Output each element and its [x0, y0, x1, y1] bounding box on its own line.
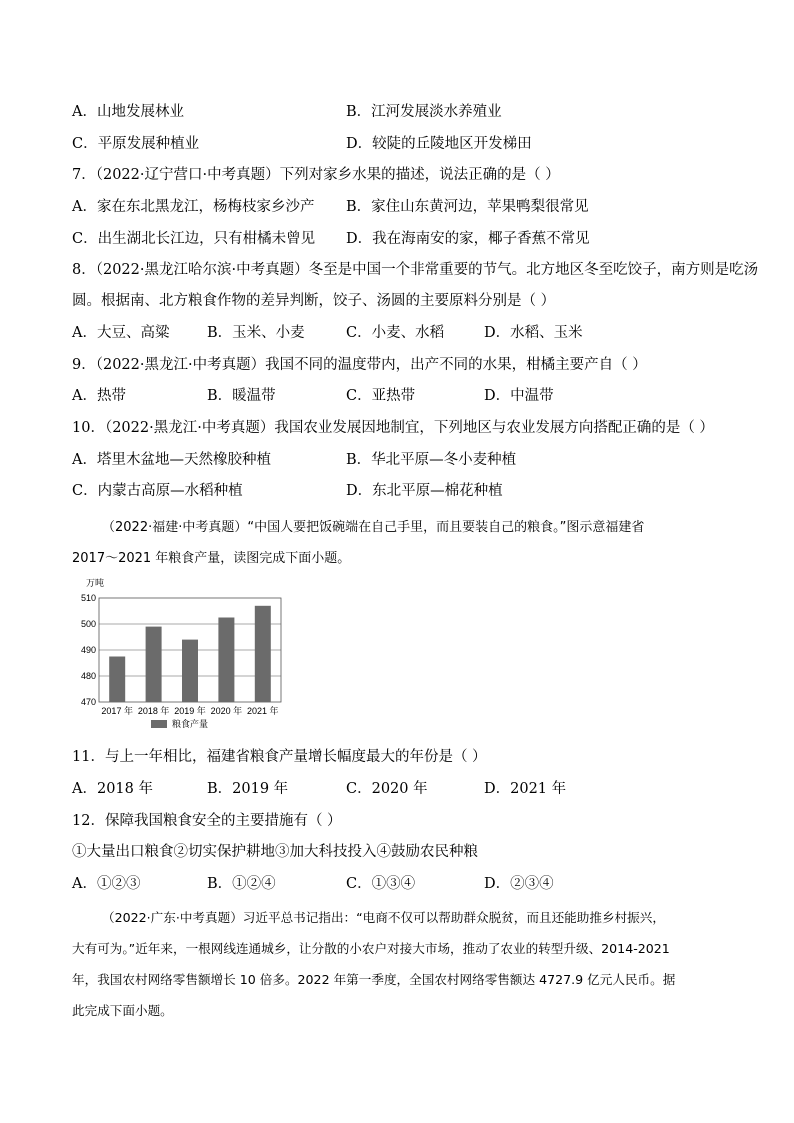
q8-option-d[interactable]: D．水稻、玉米 [484, 325, 583, 341]
q10-option-a[interactable]: A．塔里木盆地—天然橡胶种植 [72, 452, 271, 468]
q9-option-b[interactable]: B．暖温带 [207, 388, 276, 404]
q12-option-c[interactable]: C．①③④ [346, 876, 416, 892]
passage-fujian-line2: 2017～2021 年粮食产量，读图完成下面小题。 [72, 551, 351, 566]
q11-stem: 11．与上一年相比，福建省粮食产量增长幅度最大的年份是（ ） [72, 749, 487, 765]
q10-option-b[interactable]: B．华北平原—冬小麦种植 [346, 452, 517, 468]
q7-option-b[interactable]: B．家住山东黄河边，苹果鸭梨很常见 [346, 199, 589, 215]
chart-bar [109, 657, 125, 703]
q10-stem: 10．（2022·黑龙江·中考真题）我国农业发展因地制宜，下列地区与农业发展方向搭配正确的是（ ） [72, 420, 714, 436]
q9-option-a[interactable]: A．热带 [72, 388, 126, 404]
q9-option-c[interactable]: C．亚热带 [346, 388, 416, 404]
chart-y-tick-label: 480 [80, 671, 96, 681]
q8-stem-line1: 8．（2022·黑龙江哈尔滨·中考真题）冬至是中国一个非常重要的节气。北方地区冬至吃饺子，南方则是吃汤 [72, 262, 759, 278]
q6-option-b[interactable]: B．江河发展淡水养殖业 [346, 104, 502, 120]
q9-stem: 9．（2022·黑龙江·中考真题）我国不同的温度带内，出产不同的水果，柑橘主要产自（ ） [72, 357, 647, 373]
chart-y-tick-label: 490 [80, 645, 96, 655]
q6-option-d[interactable]: D．较陡的丘陵地区开发梯田 [346, 136, 532, 152]
chart-bar [182, 640, 198, 702]
passage-guangdong-line3: 年，我国农村网络零售额增长 10 倍多。2022 年第一季度，全国农村网络零售额达 4727.9 亿元人民币。据 [72, 972, 676, 987]
q11-option-d[interactable]: D．2021 年 [484, 781, 567, 797]
q12-option-a[interactable]: A．①②③ [72, 876, 141, 892]
passage-guangdong-line4: 此完成下面小题。 [72, 1003, 173, 1018]
q11-option-a[interactable]: A．2018 年 [72, 781, 153, 797]
chart-y-tick-label: 500 [80, 619, 96, 629]
q8-stem-line2: 圆。根据南、北方粮食作物的差异判断，饺子、汤圆的主要原料分别是（ ） [72, 293, 556, 309]
chart-legend-label: 粮食产量 [172, 719, 209, 729]
q11-option-b[interactable]: B．2019 年 [207, 781, 289, 797]
q12-option-d[interactable]: D．②③④ [484, 876, 554, 892]
passage-guangdong-line1: （2022·广东·中考真题）习近平总书记指出：“电商不仅可以帮助群众脱贫，而且还能助推乡村振兴， [102, 910, 665, 925]
passage-guangdong-line2: 大有可为。”近年来，一根网线连通城乡，让分散的小农户对接大市场，推动了农业的转型升级、2014-2021 [72, 941, 670, 956]
q7-option-a[interactable]: A．家在东北黑龙江，杨梅枝家乡沙产 [72, 199, 315, 215]
q9-option-d[interactable]: D．中温带 [484, 388, 554, 404]
chart-legend-swatch [151, 720, 167, 728]
q8-option-b[interactable]: B．玉米、小麦 [207, 325, 305, 341]
chart-bar [146, 627, 162, 702]
chart-x-tick-label: 2020 年 [210, 706, 243, 716]
q12-stem: 12．保障我国粮食安全的主要措施有（ ） [72, 813, 342, 829]
q6-option-c[interactable]: C．平原发展种植业 [72, 136, 200, 152]
chart-bar [255, 606, 271, 702]
chart-bar [218, 618, 234, 703]
grain-output-bar-chart [80, 574, 294, 734]
chart-y-tick-label: 510 [80, 593, 96, 603]
chart-x-tick-label: 2018 年 [137, 706, 170, 716]
q8-option-c[interactable]: C．小麦、水稻 [346, 325, 445, 341]
q7-option-c[interactable]: C．出生湖北长江边，只有柑橘未曾见 [72, 231, 316, 247]
chart-x-tick-label: 2019 年 [174, 706, 206, 716]
chart-y-tick-label: 470 [80, 697, 96, 707]
q12-option-b[interactable]: B．①②④ [207, 876, 276, 892]
chart-x-tick-label: 2021 年 [247, 706, 279, 716]
chart-y-axis-unit: 万吨 [86, 578, 105, 588]
chart-x-tick-label: 2017 年 [101, 706, 133, 716]
q12-items: ①大量出口粮食②切实保护耕地③加大科技投入④鼓励农民种粮 [72, 844, 478, 860]
q8-option-a[interactable]: A．大豆、高粱 [72, 325, 170, 341]
q10-option-c[interactable]: C．内蒙古高原—水稻种植 [72, 483, 243, 499]
q10-option-d[interactable]: D．东北平原—棉花种植 [346, 483, 503, 499]
q7-stem: 7．（2022·辽宁营口·中考真题）下列对家乡水果的描述，说法正确的是（ ） [72, 167, 560, 183]
q7-option-d[interactable]: D．我在海南安的家，椰子香蕉不常见 [346, 231, 590, 247]
passage-guangdong [72, 902, 728, 1026]
passage-fujian [72, 512, 728, 574]
q11-option-c[interactable]: C．2020 年 [346, 781, 428, 797]
passage-fujian-line1: （2022·福建·中考真题）“中国人要把饭碗端在自己手里，而且要装自己的粮食。”图示意福建省 [102, 520, 645, 535]
q6-option-a[interactable]: A．山地发展林业 [72, 104, 184, 120]
